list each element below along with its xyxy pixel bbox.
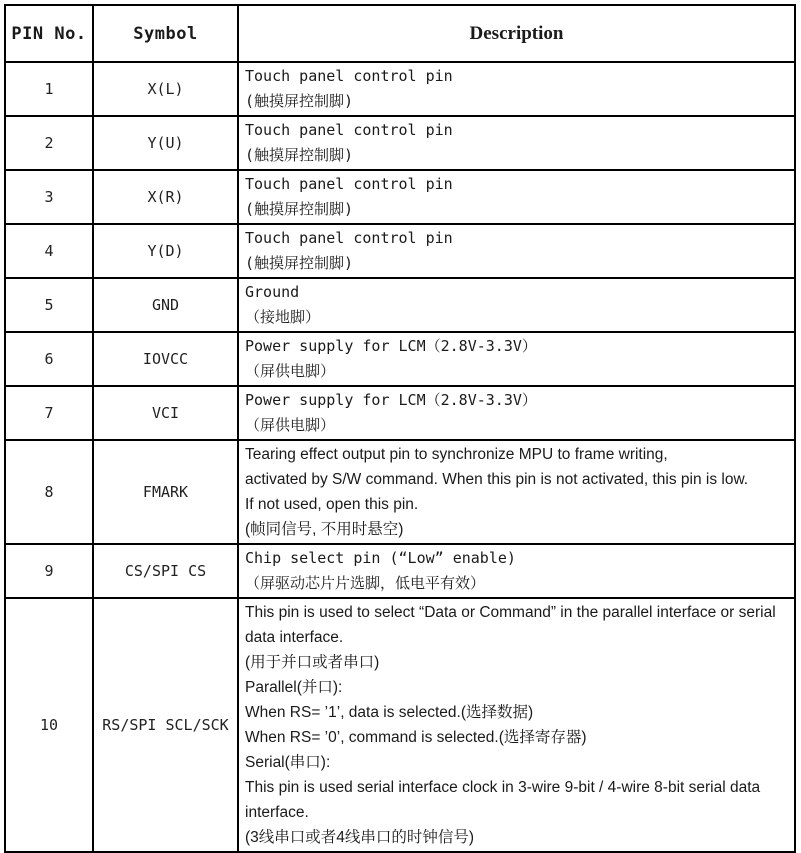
description-cell (238, 170, 795, 224)
pin-number-cell: 4 (5, 224, 93, 278)
pin-number-cell: 3 (5, 170, 93, 224)
symbol-cell: X(R) (93, 170, 238, 224)
description-line: (用于并口或者串口) (245, 654, 380, 671)
table-row (5, 224, 795, 278)
pin-number-cell: 8 (5, 440, 93, 544)
description-cell (238, 116, 795, 170)
description-line: When RS= ’0’, command is selected.(选择寄存器) (245, 729, 587, 746)
description-line: Parallel(并口): (245, 679, 343, 696)
table-row (5, 170, 795, 224)
description-line: data interface. (245, 629, 344, 646)
table-row (5, 278, 795, 332)
table-row (5, 386, 795, 440)
symbol-cell: GND (93, 278, 238, 332)
description-cell (238, 544, 795, 598)
description-line: (触摸屏控制脚) (245, 92, 354, 110)
description-line: This pin is used to select “Data or Command” in the parallel interface or serial (245, 604, 776, 621)
description-line: （屏供电脚） (245, 416, 336, 434)
description-line: (触摸屏控制脚) (245, 146, 354, 164)
header-row (5, 5, 795, 62)
pin-number-cell: 1 (5, 62, 93, 116)
pin-number-cell: 9 (5, 544, 93, 598)
description-line: （接地脚） (245, 308, 321, 326)
description-line: (触摸屏控制脚) (245, 200, 354, 218)
description-line: (触摸屏控制脚) (245, 254, 354, 272)
symbol-cell: RS/SPI SCL/SCK (93, 598, 238, 852)
description-line: When RS= ’1’, data is selected.(选择数据) (245, 704, 534, 721)
pin-number-cell: 5 (5, 278, 93, 332)
header-cell-symbol: Symbol (93, 5, 238, 62)
symbol-cell: FMARK (93, 440, 238, 544)
symbol-cell: VCI (93, 386, 238, 440)
table-row (5, 598, 795, 852)
table-row (5, 332, 795, 386)
description-line: （屏驱动芯片片选脚，低电平有效） (245, 574, 486, 592)
description-line: activated by S/W command. When this pin is not activated, this pin is low. (245, 471, 749, 488)
description-line: (帧同信号, 不用时悬空) (245, 521, 404, 538)
table-row (5, 62, 795, 116)
description-line: Serial(串口): (245, 754, 331, 771)
header-cell-description: Description (238, 5, 795, 62)
pin-description-table (4, 4, 796, 853)
pin-number-cell: 2 (5, 116, 93, 170)
symbol-cell: CS/SPI CS (93, 544, 238, 598)
pin-number-cell: 6 (5, 332, 93, 386)
description-line: (3线串口或者4线串口的时钟信号) (245, 829, 475, 846)
description-line: Chip select pin (“Low” enable) (245, 549, 516, 567)
table-row (5, 116, 795, 170)
description-line: Tearing effect output pin to synchronize MPU to frame writing, (245, 446, 668, 463)
table-body (5, 62, 795, 852)
description-line: Touch panel control pin (245, 175, 453, 193)
description-line: interface. (245, 804, 309, 821)
description-line: If not used, open this pin. (245, 496, 419, 513)
description-line: Touch panel control pin (245, 67, 453, 85)
symbol-cell: IOVCC (93, 332, 238, 386)
pin-number-cell: 7 (5, 386, 93, 440)
description-cell (238, 224, 795, 278)
description-cell (238, 598, 795, 852)
description-line: （屏供电脚） (245, 362, 336, 380)
description-cell (238, 386, 795, 440)
description-line: Touch panel control pin (245, 229, 453, 247)
header-cell-pin-no: PIN No. (5, 5, 93, 62)
description-cell (238, 278, 795, 332)
description-cell (238, 440, 795, 544)
description-cell (238, 62, 795, 116)
description-line: Touch panel control pin (245, 121, 453, 139)
description-cell (238, 332, 795, 386)
description-line: Power supply for LCM（2.8V-3.3V） (245, 391, 537, 409)
description-line: Ground (245, 283, 300, 301)
pin-number-cell: 10 (5, 598, 93, 852)
description-line: Power supply for LCM（2.8V-3.3V） (245, 337, 537, 355)
symbol-cell: Y(D) (93, 224, 238, 278)
description-line: This pin is used serial interface clock in 3-wire 9-bit / 4-wire 8-bit serial data (245, 779, 761, 796)
table-row (5, 544, 795, 598)
symbol-cell: X(L) (93, 62, 238, 116)
symbol-cell: Y(U) (93, 116, 238, 170)
table-row (5, 440, 795, 544)
